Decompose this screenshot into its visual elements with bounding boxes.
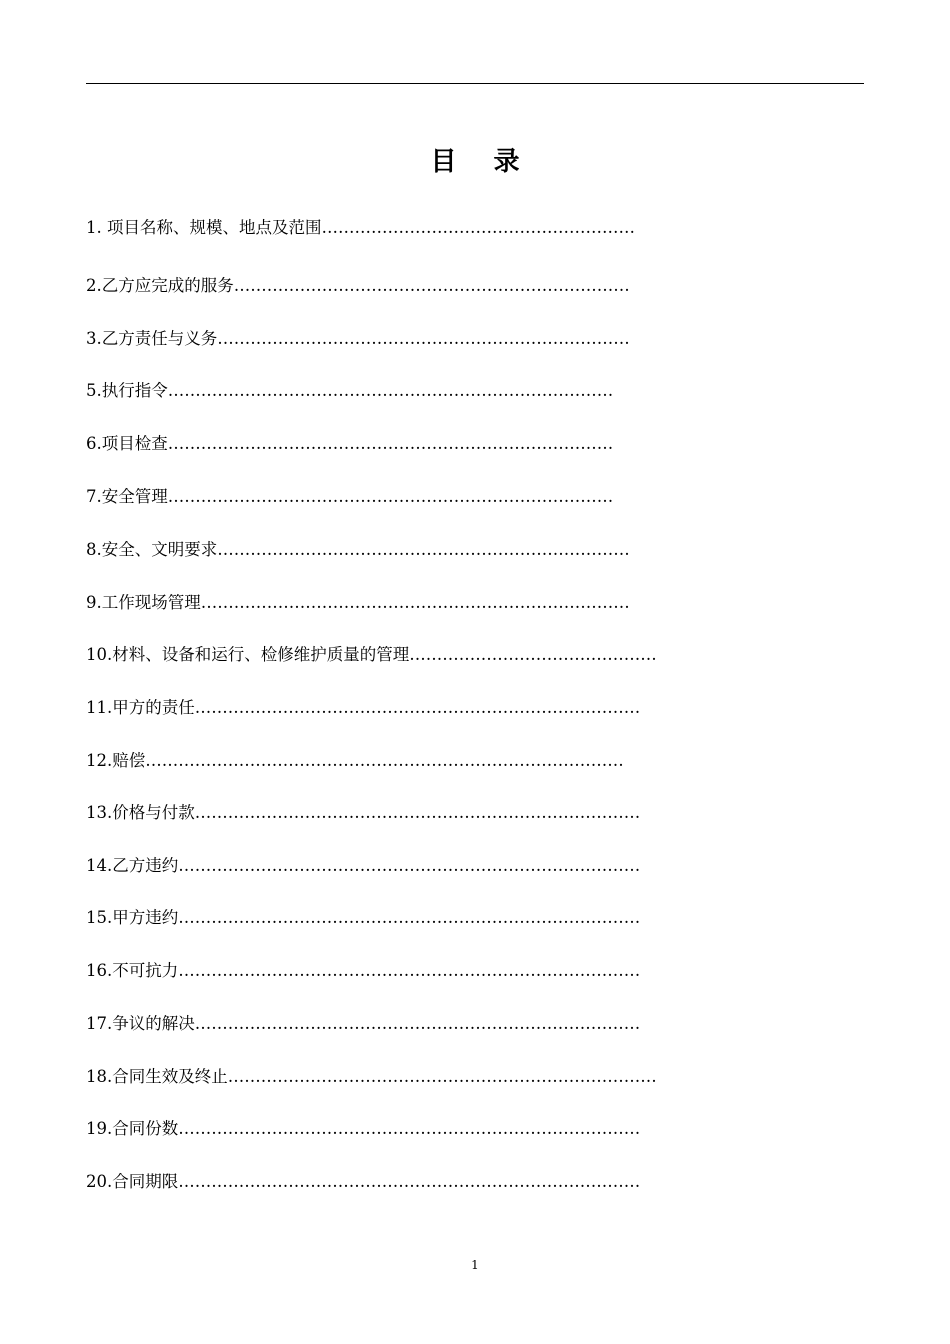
toc-leader-dots: …………………………………………………………………… xyxy=(227,1067,657,1086)
toc-leader-dots: ………………………………………………………………………… xyxy=(178,1172,641,1191)
toc-entry[interactable] xyxy=(86,1012,640,1036)
toc-entry[interactable] xyxy=(86,801,640,825)
toc-entry[interactable] xyxy=(86,1065,657,1089)
toc-leader-dots: ………………………………………………………………… xyxy=(217,540,630,559)
toc-entry[interactable] xyxy=(86,432,613,456)
toc-entry-text: 3.乙方责任与义务 xyxy=(86,329,218,348)
toc-entry-text: 16.不可抗力 xyxy=(86,961,179,980)
toc-entry-text: 7.安全管理 xyxy=(86,487,168,506)
toc-leader-dots: ……………………………………………………………………… xyxy=(167,381,614,400)
toc-entry-text: 6.项目检查 xyxy=(86,434,168,453)
toc-entry[interactable] xyxy=(86,538,630,562)
toc-entry[interactable] xyxy=(86,379,613,403)
toc-entry[interactable] xyxy=(86,906,640,930)
toc-leader-dots: ………………………………………………………………………… xyxy=(178,908,641,927)
toc-entry-text: 17.争议的解决 xyxy=(86,1014,195,1033)
toc-leader-dots: ……………………………………………………………… xyxy=(233,276,630,295)
toc-entry-text: 13.价格与付款 xyxy=(86,803,195,822)
toc-leader-dots: ………………………………………………………………… xyxy=(217,329,630,348)
toc-leader-dots: ……………………………………………………………………… xyxy=(194,803,641,822)
toc-leader-dots: ………………………………………………………………………… xyxy=(178,856,641,875)
toc-entry[interactable] xyxy=(86,485,613,509)
toc-leader-dots: …………………………………………………………………… xyxy=(200,593,630,612)
toc-entry[interactable] xyxy=(86,643,657,667)
toc-entry-text: 2.乙方应完成的服务 xyxy=(86,276,234,295)
toc-entry[interactable] xyxy=(86,749,624,773)
toc-leader-dots: …………………………………………………………………………… xyxy=(145,751,624,770)
toc-entry-text: 19.合同份数 xyxy=(86,1119,179,1138)
page-number: 1 xyxy=(471,1258,479,1272)
toc-entry-text: 20.合同期限 xyxy=(86,1172,179,1191)
toc-leader-dots: ………………………………………………………………………… xyxy=(178,1119,641,1138)
toc-entry[interactable] xyxy=(86,959,640,983)
toc-entry-text: 18.合同生效及终止 xyxy=(86,1067,228,1086)
toc-entry[interactable] xyxy=(86,1170,640,1194)
toc-entry-text: 12.赔偿 xyxy=(86,751,146,770)
toc-entry-text: 5.执行指令 xyxy=(86,381,168,400)
toc-entry-text: 8.安全、文明要求 xyxy=(86,540,218,559)
toc-leader-dots: ……………………………………………………………………… xyxy=(194,1014,641,1033)
toc-entry[interactable] xyxy=(86,327,630,351)
toc-entry[interactable] xyxy=(86,1117,640,1141)
toc-leader-dots: ……………………………………………………………………… xyxy=(167,487,614,506)
toc-title: 目 录 xyxy=(430,147,534,177)
toc-leader-dots: ……………………………………………………………………… xyxy=(167,434,614,453)
toc-entry[interactable] xyxy=(86,591,630,615)
toc-entry-text: 14.乙方违约 xyxy=(86,856,179,875)
toc-leader-dots: ……………………………………… xyxy=(409,645,657,664)
toc-entry-text: 10.材料、设备和运行、检修维护质量的管理 xyxy=(86,645,410,664)
toc-entry-text: 15.甲方违约 xyxy=(86,908,179,927)
toc-leader-dots: ………………………………………………………………………… xyxy=(178,961,641,980)
toc-entry[interactable] xyxy=(86,854,640,878)
header-rule xyxy=(86,83,864,84)
toc-entry[interactable] xyxy=(86,216,635,240)
toc-entry[interactable] xyxy=(86,696,640,720)
toc-entry[interactable] xyxy=(86,274,630,298)
toc-leader-dots: ………………………………………………… xyxy=(321,218,635,237)
toc-entry-text: 11.甲方的责任 xyxy=(86,698,195,717)
toc-leader-dots: ……………………………………………………………………… xyxy=(194,698,641,717)
toc-entry-text: 9.工作现场管理 xyxy=(86,593,201,612)
toc-entry-text: 1. 项目名称、规模、地点及范围 xyxy=(86,218,322,237)
